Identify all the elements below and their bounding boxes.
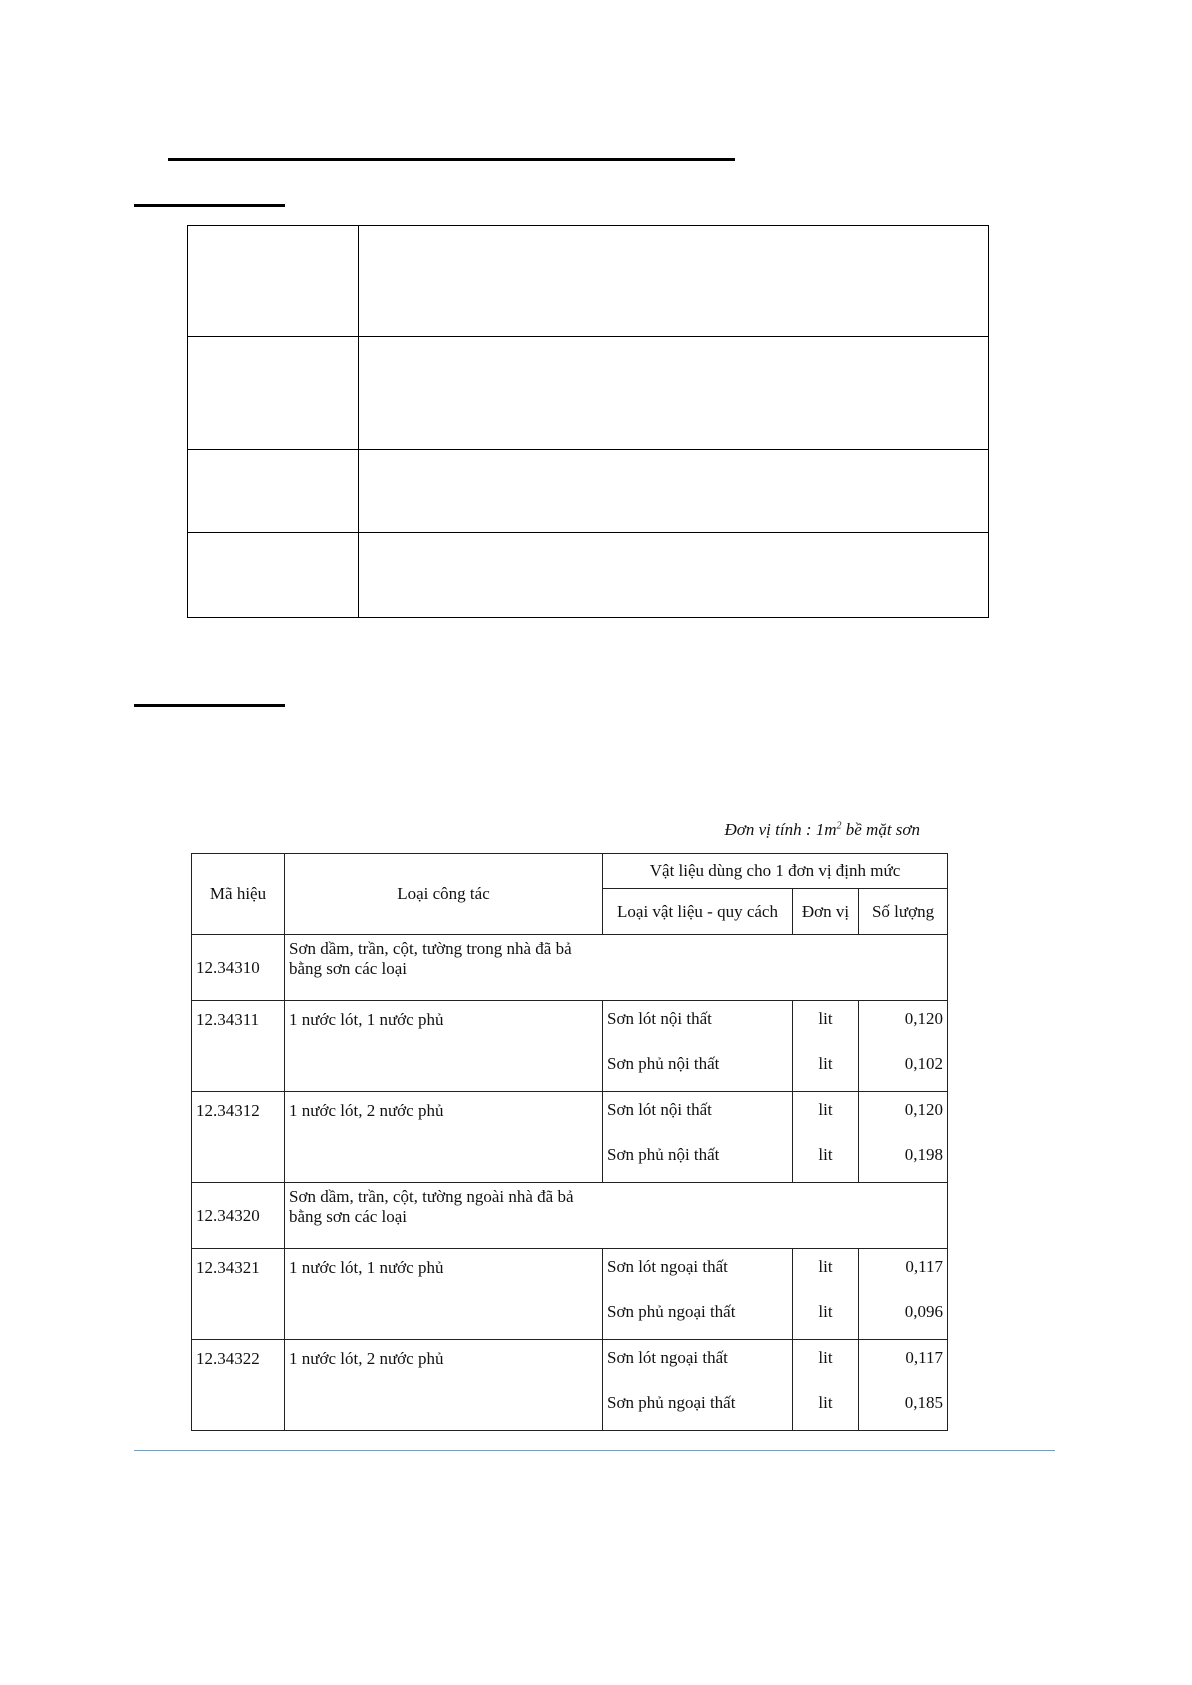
table-row	[192, 1249, 948, 1340]
row-code: 12.34312	[192, 1092, 285, 1183]
table-row	[192, 1001, 948, 1092]
row-qty: 0,120 0,102	[859, 1001, 948, 1092]
unit-caption: Đơn vị tính : $1m^2$ bề mặt sơn	[724, 820, 920, 839]
cell	[188, 226, 359, 337]
header-code: Mã hiệu	[192, 854, 285, 935]
row-code: 12.34310	[192, 935, 285, 1001]
row-work: 1 nước lót, 2 nước phủ	[285, 1340, 603, 1431]
cell	[359, 226, 989, 337]
header-work: Loại công tác	[285, 854, 603, 935]
cell	[188, 533, 359, 618]
row-unit: lit lit	[793, 1249, 859, 1340]
section-underline-1	[134, 204, 285, 207]
row-unit: lit lit	[793, 1001, 859, 1092]
row-qty: 0,120 0,198	[859, 1092, 948, 1183]
row-code: 12.34321	[192, 1249, 285, 1340]
row-material: Sơn lót ngoại thất Sơn phủ ngoại thất	[603, 1340, 793, 1431]
cell	[188, 450, 359, 533]
row-work: Sơn dầm, trần, cột, tường ngoài nhà đã bả bằng sơn các loại	[285, 1183, 948, 1249]
table-row	[192, 1340, 948, 1431]
cell	[359, 337, 989, 450]
cell	[188, 337, 359, 450]
row-code: 12.34311	[192, 1001, 285, 1092]
row-unit: lit lit	[793, 1340, 859, 1431]
row-unit: lit lit	[793, 1092, 859, 1183]
row-work: Sơn dầm, trần, cột, tường trong nhà đã bả bằng sơn các loại	[285, 935, 948, 1001]
header-unit: Đơn vị	[793, 889, 859, 935]
row-material: Sơn lót nội thất Sơn phủ nội thất	[603, 1092, 793, 1183]
row-work: 1 nước lót, 2 nước phủ	[285, 1092, 603, 1183]
header-qty: Số lượng	[859, 889, 948, 935]
table-row	[192, 1092, 948, 1183]
heading-underline	[168, 158, 735, 161]
header-group: Vật liệu dùng cho 1 đơn vị định mức	[603, 854, 948, 889]
cell	[359, 450, 989, 533]
footer-line	[134, 1450, 1055, 1451]
row-work: 1 nước lót, 1 nước phủ	[285, 1001, 603, 1092]
row-code: 12.34322	[192, 1340, 285, 1431]
table-row	[192, 1183, 948, 1249]
row-material: Sơn lót ngoại thất Sơn phủ ngoại thất	[603, 1249, 793, 1340]
row-qty: 0,117 0,096	[859, 1249, 948, 1340]
empty-info-table	[187, 225, 989, 618]
header-material: Loại vật liệu - quy cách	[603, 889, 793, 935]
row-qty: 0,117 0,185	[859, 1340, 948, 1431]
section-underline-2	[134, 704, 285, 707]
row-code: 12.34320	[192, 1183, 285, 1249]
table-row	[192, 935, 948, 1001]
row-work: 1 nước lót, 1 nước phủ	[285, 1249, 603, 1340]
row-material: Sơn lót nội thất Sơn phủ nội thất	[603, 1001, 793, 1092]
norm-table	[191, 853, 948, 1431]
cell	[359, 533, 989, 618]
